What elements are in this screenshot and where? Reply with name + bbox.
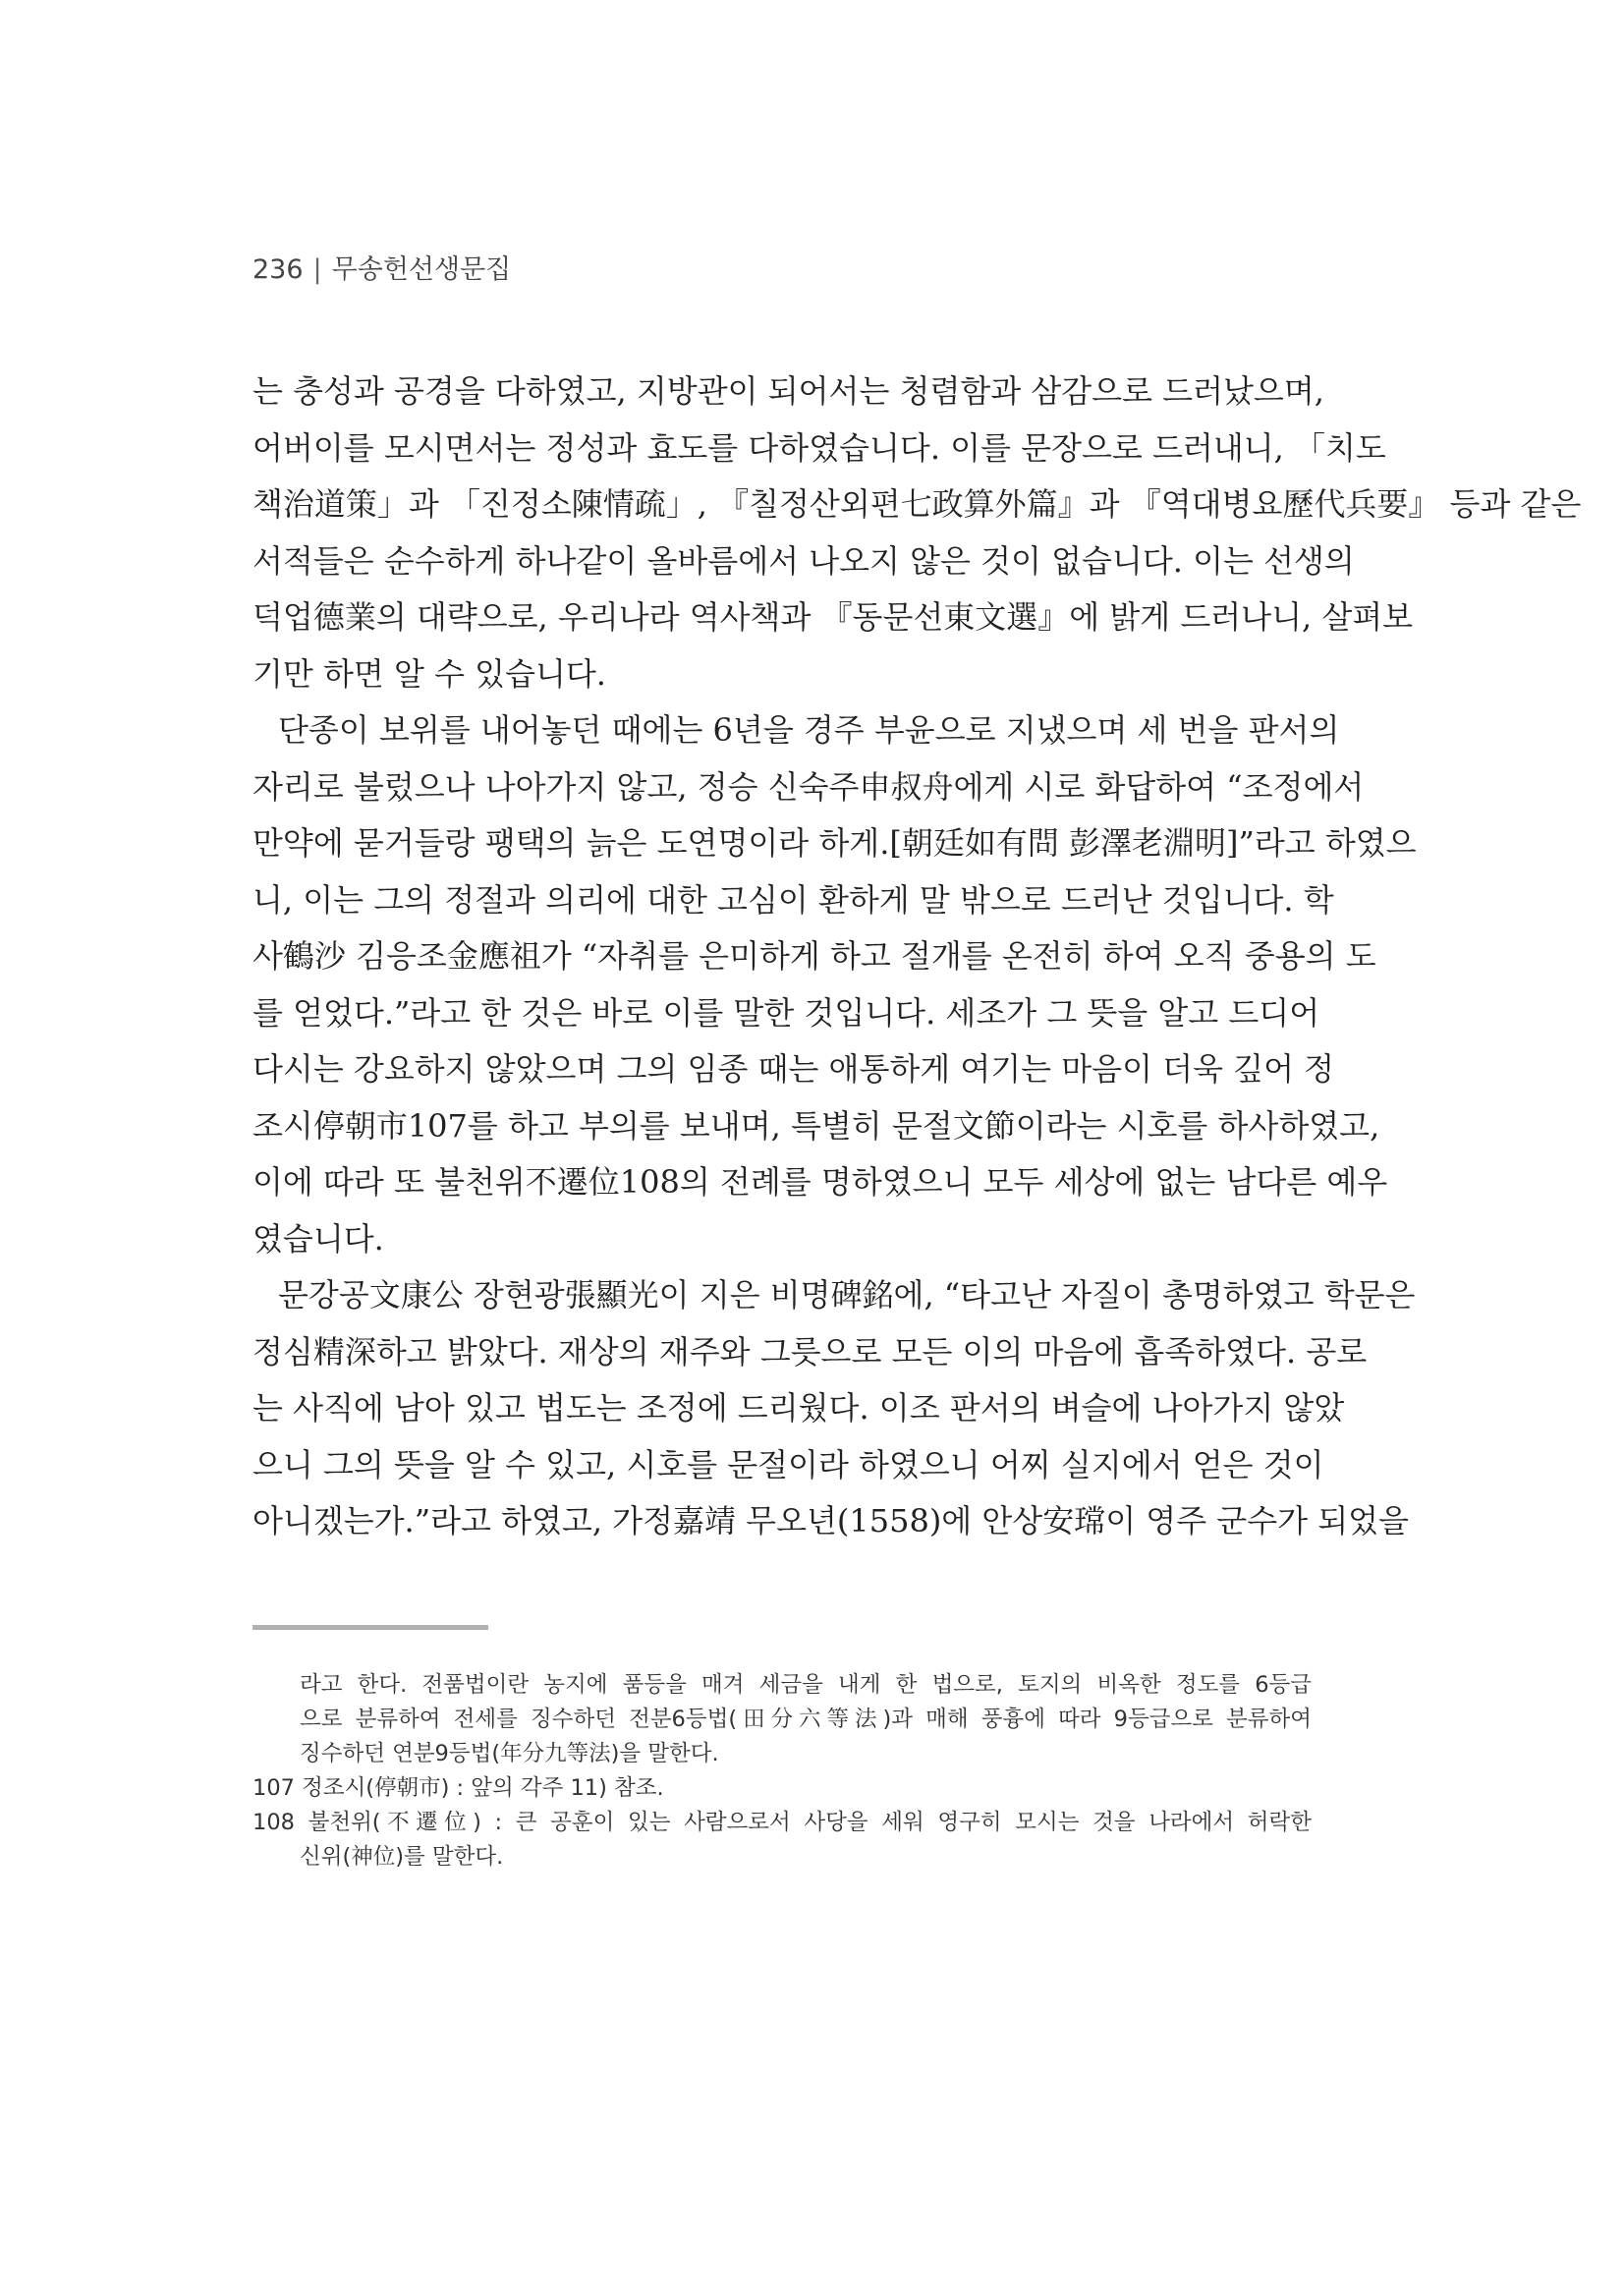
body-line: 단종이 보위를 내어놓던 때에는 6년을 경주 부윤으로 지냈으며 세 번을 판서의 bbox=[278, 711, 1340, 749]
body-line: 니, 이는 그의 정절과 의리에 대한 고심이 환하게 말 밖으로 드러난 것입니다. 학 bbox=[252, 880, 1334, 919]
footnote-line: 신위(神位)를 말한다. bbox=[300, 1844, 504, 1870]
body-line: 는 사직에 남아 있고 법도는 조정에 드리웠다. 이조 판서의 벼슬에 나아가지 않았 bbox=[252, 1389, 1345, 1427]
running-head bbox=[252, 248, 511, 286]
book-title: 무송헌선생문집 bbox=[331, 254, 512, 285]
body-line: 조시停朝市107를 하고 부의를 보내며, 특별히 문절文節이라는 시호를 하사하였고, bbox=[252, 1106, 1380, 1145]
body-line: 기만 하면 알 수 있습니다. bbox=[252, 654, 606, 693]
body-line: 덕업德業의 대략으로, 우리나라 역사책과 『동문선東文選』에 밝게 드러나니, 살펴보 bbox=[252, 598, 1414, 636]
body-line: 를 얻었다.”라고 한 것은 바로 이를 말한 것입니다. 세조가 그 뜻을 알고 드디어 bbox=[252, 993, 1320, 1032]
footnotes bbox=[252, 1668, 1312, 1875]
footnote-line: 으로 분류하여 전세를 징수하던 전분6등법(田分六等法)과 매해 풍흉에 따라 9등급으로 분류하여 bbox=[300, 1707, 1312, 1732]
body-text bbox=[252, 364, 1582, 1550]
page-number: 236 bbox=[252, 254, 304, 285]
body-line: 사鶴沙 김응조金應祖가 “자취를 은미하게 하고 절개를 온전히 하여 오직 중용의 도 bbox=[252, 937, 1376, 975]
body-line: 였습니다. bbox=[252, 1219, 384, 1258]
body-line: 으니 그의 뜻을 알 수 있고, 시호를 문절이라 하였으니 어찌 실지에서 얻은 것이 bbox=[252, 1445, 1324, 1484]
body-line: 는 충성과 공경을 다하였고, 지방관이 되어서는 청렴함과 삼감으로 드러났으며, bbox=[252, 372, 1324, 410]
body-line: 어버이를 모시면서는 정성과 효도를 다하였습니다. 이를 문장으로 드러내니, 「치도 bbox=[252, 428, 1386, 467]
footnote-107: 107 정조시(停朝市) : 앞의 각주 11) 참조. bbox=[252, 1775, 664, 1801]
body-line: 다시는 강요하지 않았으며 그의 임종 때는 애통하게 여기는 마음이 더욱 깊어 정 bbox=[252, 1050, 1335, 1088]
body-line: 아니겠는가.”라고 하였고, 가정嘉靖 무오년(1558)에 안상安瑺이 영주 군수가 되었을 bbox=[252, 1502, 1409, 1540]
footnote-line: 라고 한다. 전품법이란 농지에 품등을 매겨 세금을 내게 한 법으로, 토지의 비옥한 정도를 6등급 bbox=[300, 1672, 1312, 1698]
body-line: 정심精深하고 밝았다. 재상의 재주와 그릇으로 모든 이의 마음에 흡족하였다. 공로 bbox=[252, 1332, 1368, 1371]
body-line: 자리로 불렀으나 나아가지 않고, 정승 신숙주申叔舟에게 시로 화답하여 “조정에서 bbox=[252, 767, 1365, 806]
header-separator: | bbox=[312, 254, 322, 285]
body-line: 서적들은 순수하게 하나같이 올바름에서 나오지 않은 것이 없습니다. 이는 선생의 bbox=[252, 541, 1355, 580]
footnote-divider bbox=[252, 1625, 488, 1630]
body-line: 책治道策」과 「진정소陳情疏」, 『칠정산외편七政算外篇』과 『역대병요歷代兵要』 등과 같은 bbox=[252, 485, 1582, 523]
body-line: 만약에 묻거들랑 팽택의 늙은 도연명이라 하게.[朝廷如有問 彭澤老淵明]”라고 하였으 bbox=[252, 824, 1417, 862]
body-line: 이에 따라 또 불천위不遷位108의 전례를 명하였으니 모두 세상에 없는 남다른 예우 bbox=[252, 1163, 1388, 1201]
footnote-108: 108 불천위(不遷位) : 큰 공훈이 있는 사람으로서 사당을 세워 영구히 모시는 것을 나라에서 허락한 bbox=[252, 1810, 1312, 1835]
footnote-line: 징수하던 연분9등법(年分九等法)을 말한다. bbox=[300, 1741, 719, 1766]
body-line: 문강공文康公 장현광張顯光이 지은 비명碑銘에, “타고난 자질이 총명하였고 학문은 bbox=[278, 1276, 1416, 1314]
